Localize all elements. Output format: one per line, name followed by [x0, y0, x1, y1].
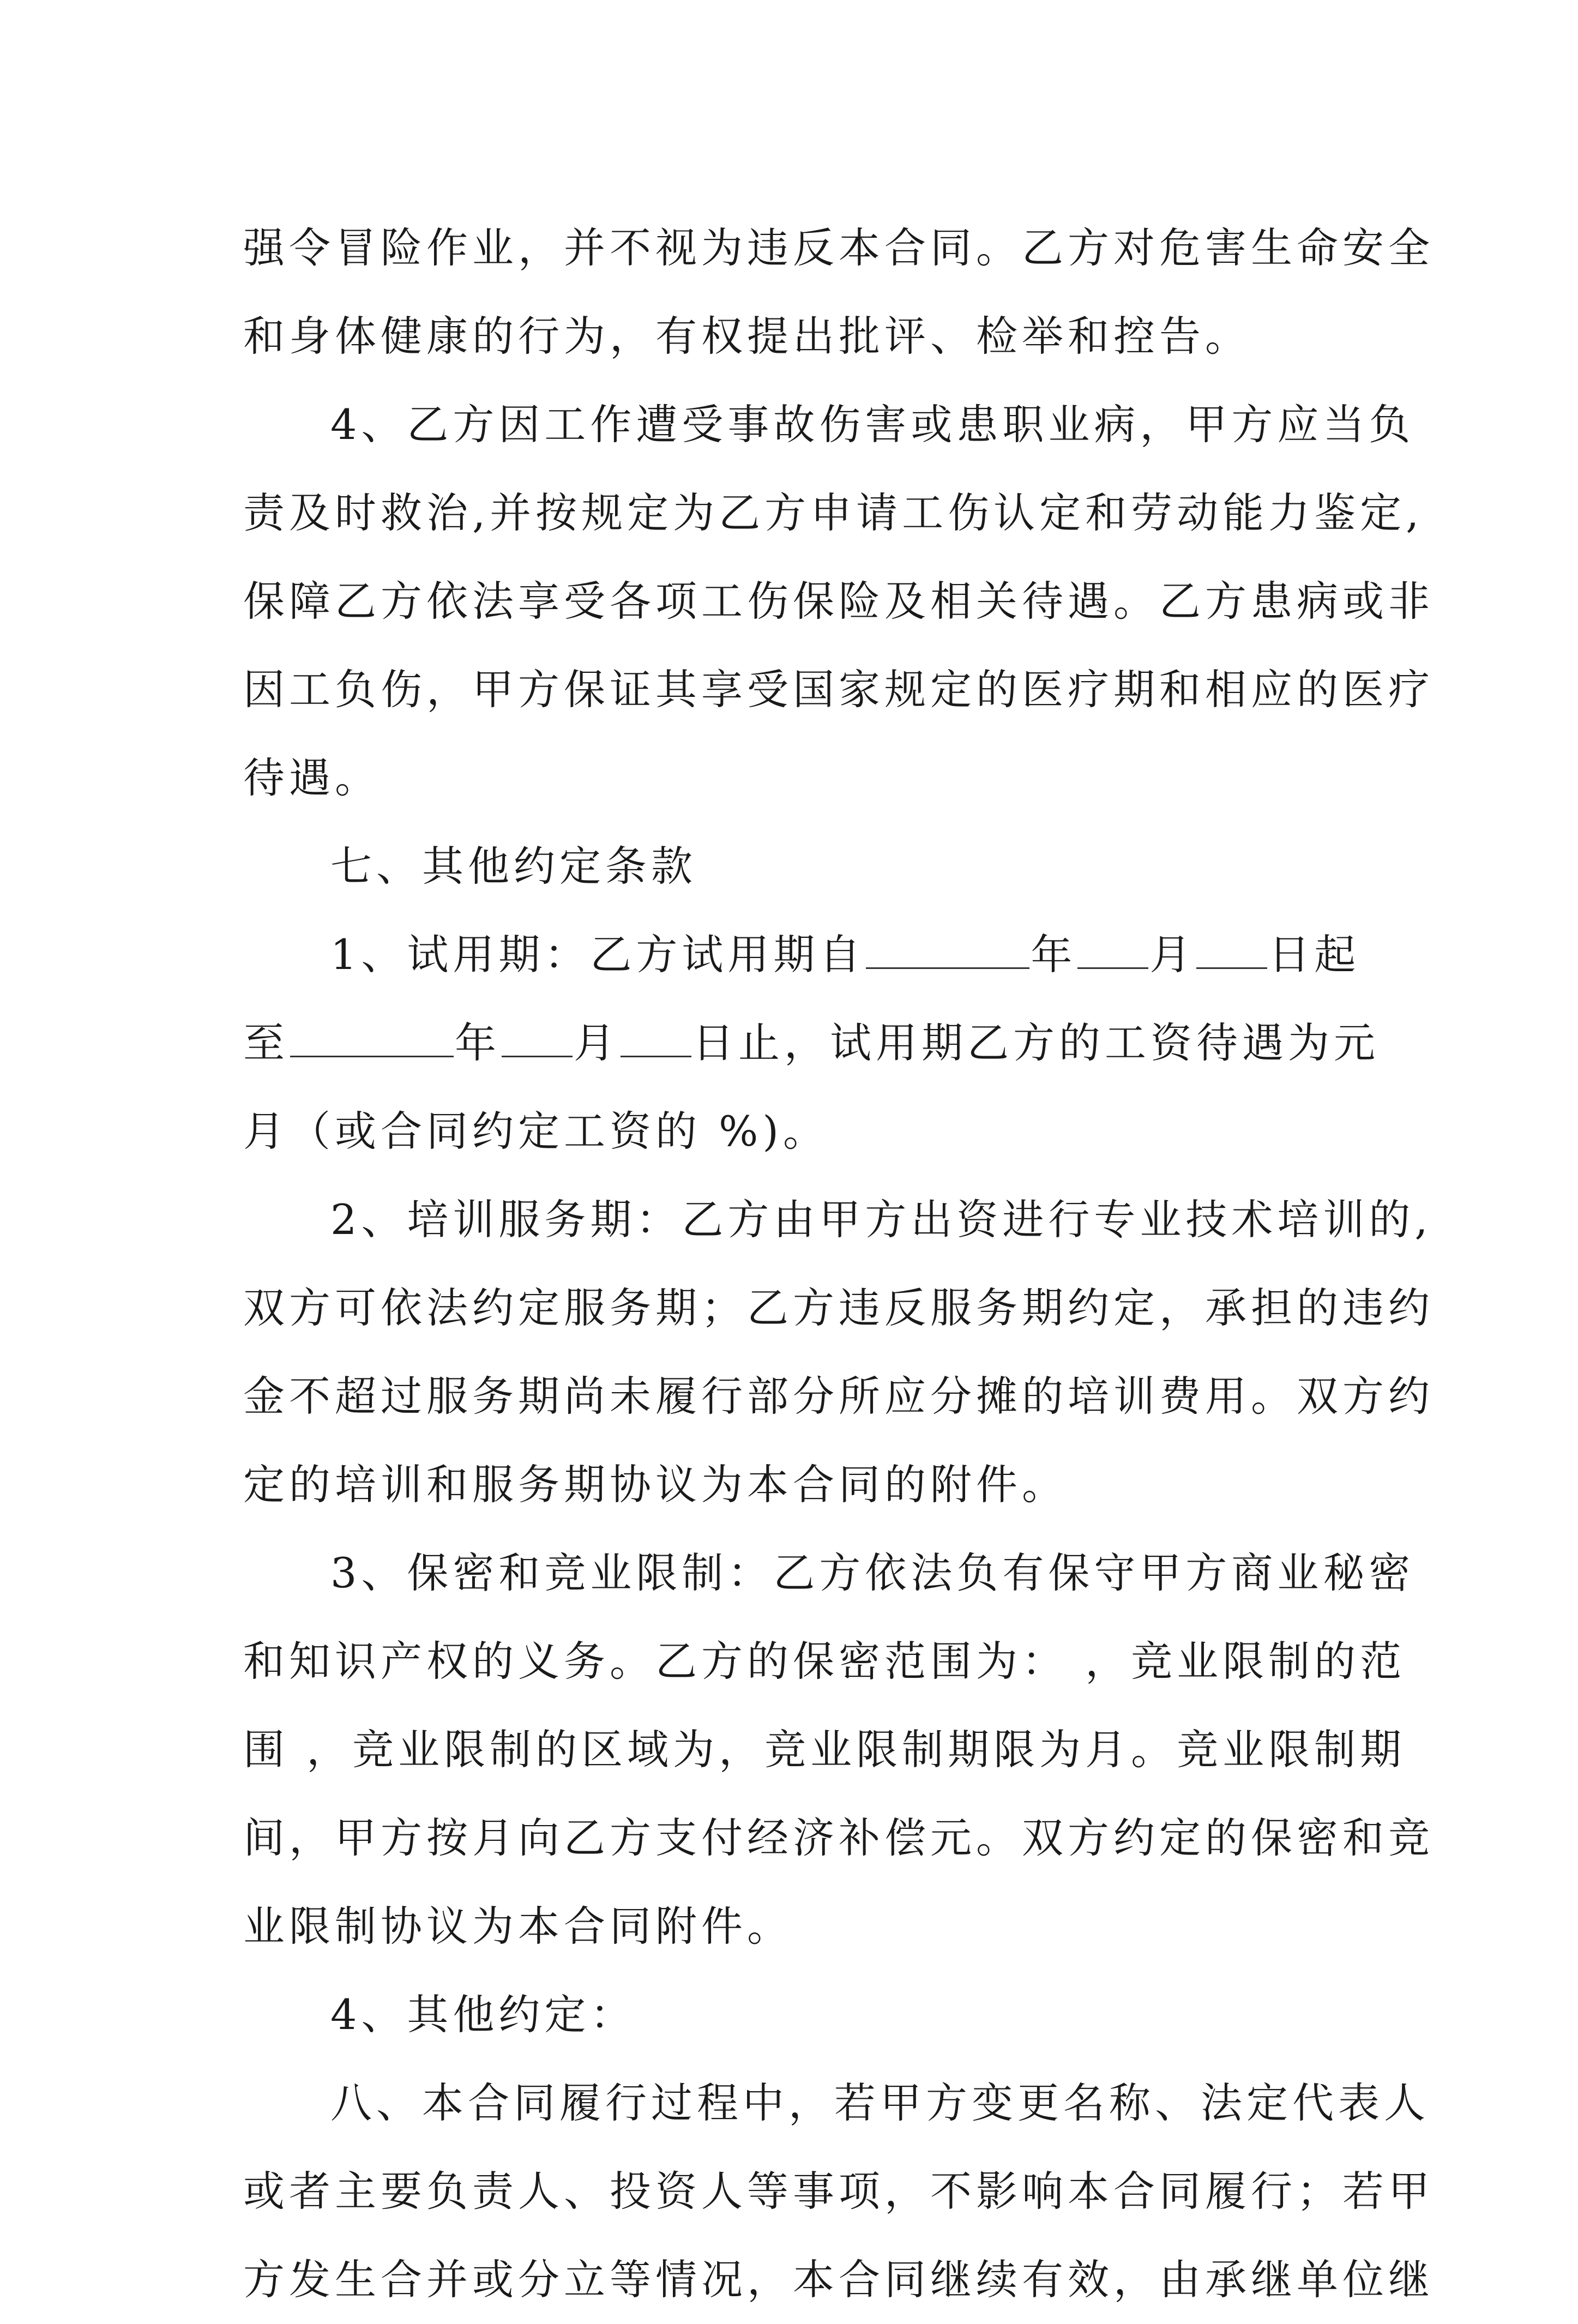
end-month-blank[interactable] — [502, 1017, 573, 1057]
text-line: 和知识产权的义务。乙方的保密范围为： ，竞业限制的范 — [243, 1637, 1406, 1685]
text-line: 责及时救治,并按规定为乙方申请工伤认定和劳动能力鉴定, — [243, 489, 1424, 537]
text-line: 金不超过服务期尚未履行部分所应分摊的培训费用。双方约 — [243, 1372, 1434, 1420]
end-day-blank[interactable] — [621, 1017, 691, 1057]
month-label: 月 — [574, 1019, 619, 1067]
section-heading-8: 八、本合同履行过程中，若甲方变更名称、法定代表人 — [330, 2079, 1430, 2127]
probation-line-3: 月（或合同约定工资的 %)。 — [243, 1107, 829, 1155]
text-line: 围 ，竞业限制的区域为，竞业限制期限为月。竞业限制期 — [243, 1725, 1406, 1774]
document-body — [243, 204, 1434, 2324]
text-line: 业限制协议为本合同附件。 — [243, 1902, 793, 1950]
start-year-blank[interactable] — [866, 929, 1029, 969]
start-day-blank[interactable] — [1196, 929, 1267, 969]
text-line: 或者主要负责人、投资人等事项，不影响本合同履行；若甲 — [243, 2167, 1434, 2215]
clause-3-confidentiality: 3、保密和竞业限制：乙方依法负有保守甲方商业秘密 — [330, 1549, 1415, 1597]
text-line: 双方可依法约定服务期；乙方违反服务期约定，承担的违约 — [243, 1284, 1434, 1332]
text-line: 强令冒险作业，并不视为违反本合同。乙方对危害生命安全 — [243, 224, 1434, 272]
probation-line-2 — [243, 999, 1380, 1087]
probation-line-1 — [243, 911, 1360, 999]
clause-4-work-injury: 4、乙方因工作遭受事故伤害或患职业病，甲方应当负 — [330, 400, 1415, 449]
probation-label: 1、试用期：乙方试用期自 — [330, 930, 865, 979]
text-line: 定的培训和服务期协议为本合同的附件。 — [243, 1460, 1068, 1509]
start-month-blank[interactable] — [1077, 929, 1148, 969]
year-label: 年 — [1031, 930, 1077, 979]
text-line: 间，甲方按月向乙方支付经济补偿元。双方约定的保密和竞 — [243, 1814, 1434, 1862]
day-start-label: 日起 — [1268, 930, 1360, 979]
text-line: 方发生合并或分立等情况，本合同继续有效，由承继单位继 — [243, 2255, 1434, 2304]
month-label: 月 — [1149, 930, 1196, 979]
clause-4-other: 4、其他约定： — [330, 1990, 636, 2039]
until-label: 至 — [243, 1019, 289, 1067]
clause-2-training: 2、培训服务期：乙方由甲方出资进行专业技术培训的, — [330, 1195, 1432, 1244]
year-label: 年 — [455, 1019, 501, 1067]
text-line: 因工负伤，甲方保证其享受国家规定的医疗期和相应的医疗 — [243, 665, 1434, 714]
day-end-label: 日止，试用期乙方的工资待遇为元 — [692, 1019, 1380, 1067]
end-year-blank[interactable] — [290, 1017, 454, 1057]
text-line: 保障乙方依法享受各项工伤保险及相关待遇。乙方患病或非 — [243, 577, 1434, 625]
section-heading-7: 七、其他约定条款 — [330, 842, 697, 890]
text-line: 和身体健康的行为，有权提出批评、检举和控告。 — [243, 312, 1251, 360]
text-line: 待遇。 — [243, 754, 381, 802]
